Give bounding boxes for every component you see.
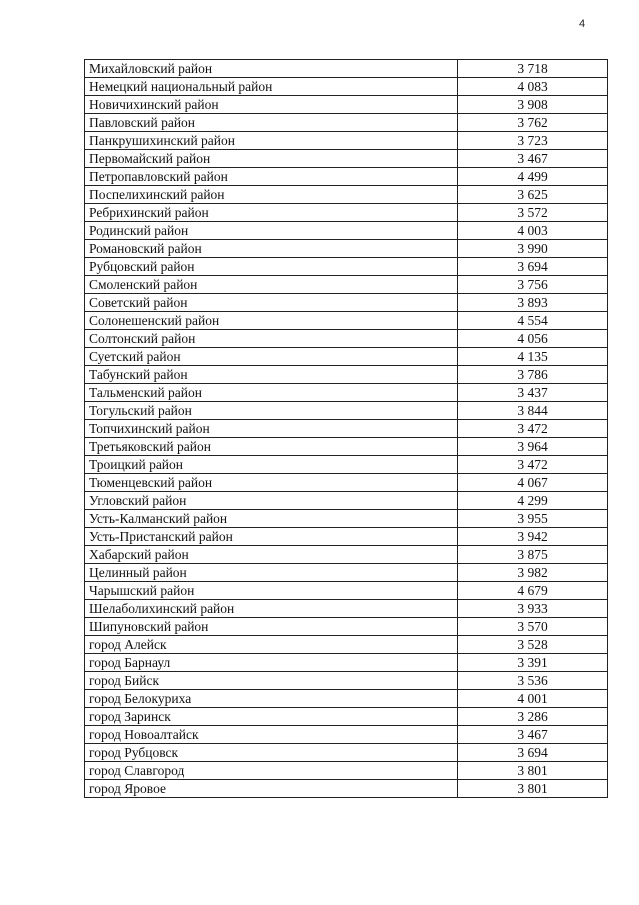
- table-row: [85, 654, 608, 672]
- value-cell: 3 694: [458, 744, 608, 762]
- table-row: [85, 186, 608, 204]
- table-row: [85, 330, 608, 348]
- district-name-cell: Третьяковский район: [85, 438, 458, 456]
- district-name-cell: город Заринск: [85, 708, 458, 726]
- district-name-cell: Чарышский район: [85, 582, 458, 600]
- value-cell: 3 875: [458, 546, 608, 564]
- table-row: [85, 510, 608, 528]
- table-row: [85, 618, 608, 636]
- table-row: [85, 600, 608, 618]
- value-cell: 4 067: [458, 474, 608, 492]
- value-cell: 3 786: [458, 366, 608, 384]
- district-name-cell: Целинный район: [85, 564, 458, 582]
- table-row: [85, 276, 608, 294]
- value-cell: 3 801: [458, 780, 608, 798]
- table-row: [85, 780, 608, 798]
- district-name-cell: Немецкий национальный район: [85, 78, 458, 96]
- table-row: [85, 114, 608, 132]
- table-row: [85, 726, 608, 744]
- table-row: [85, 96, 608, 114]
- value-cell: 3 437: [458, 384, 608, 402]
- value-cell: 3 933: [458, 600, 608, 618]
- district-name-cell: Тюменцевский район: [85, 474, 458, 492]
- table-row: [85, 528, 608, 546]
- district-name-cell: Шелаболихинский район: [85, 600, 458, 618]
- district-name-cell: город Рубцовск: [85, 744, 458, 762]
- table-row: [85, 492, 608, 510]
- district-name-cell: Троицкий район: [85, 456, 458, 474]
- table-row: [85, 636, 608, 654]
- value-cell: 3 908: [458, 96, 608, 114]
- table-body: [85, 60, 608, 798]
- value-cell: 3 762: [458, 114, 608, 132]
- value-cell: 3 391: [458, 654, 608, 672]
- district-name-cell: город Бийск: [85, 672, 458, 690]
- value-cell: 3 570: [458, 618, 608, 636]
- district-name-cell: Романовский район: [85, 240, 458, 258]
- district-name-cell: Суетский район: [85, 348, 458, 366]
- value-cell: 4 135: [458, 348, 608, 366]
- district-name-cell: Шипуновский район: [85, 618, 458, 636]
- value-cell: 3 964: [458, 438, 608, 456]
- table-row: [85, 150, 608, 168]
- district-name-cell: Усть-Калманский район: [85, 510, 458, 528]
- district-name-cell: Смоленский район: [85, 276, 458, 294]
- value-cell: 4 299: [458, 492, 608, 510]
- table-row: [85, 690, 608, 708]
- value-cell: 3 467: [458, 150, 608, 168]
- table-row: [85, 258, 608, 276]
- table-row: [85, 240, 608, 258]
- table-row: [85, 60, 608, 78]
- district-name-cell: Топчихинский район: [85, 420, 458, 438]
- district-name-cell: город Барнаул: [85, 654, 458, 672]
- table-row: [85, 384, 608, 402]
- value-cell: 3 286: [458, 708, 608, 726]
- district-name-cell: Угловский район: [85, 492, 458, 510]
- table-row: [85, 294, 608, 312]
- table-row: [85, 204, 608, 222]
- district-name-cell: Тогульский район: [85, 402, 458, 420]
- value-cell: 3 893: [458, 294, 608, 312]
- data-table: [84, 59, 608, 798]
- district-name-cell: Родинский район: [85, 222, 458, 240]
- table-row: [85, 546, 608, 564]
- table-row: [85, 456, 608, 474]
- table-row: [85, 474, 608, 492]
- table-row: [85, 672, 608, 690]
- district-name-cell: Рубцовский район: [85, 258, 458, 276]
- value-cell: 4 679: [458, 582, 608, 600]
- table-row: [85, 402, 608, 420]
- value-cell: 3 844: [458, 402, 608, 420]
- value-cell: 3 982: [458, 564, 608, 582]
- value-cell: 3 801: [458, 762, 608, 780]
- district-name-cell: город Новоалтайск: [85, 726, 458, 744]
- district-name-cell: Усть-Пристанский район: [85, 528, 458, 546]
- district-name-cell: Петропавловский район: [85, 168, 458, 186]
- table-row: [85, 348, 608, 366]
- value-cell: 3 990: [458, 240, 608, 258]
- district-name-cell: Табунский район: [85, 366, 458, 384]
- district-name-cell: город Яровое: [85, 780, 458, 798]
- table-row: [85, 438, 608, 456]
- district-name-cell: Советский район: [85, 294, 458, 312]
- value-cell: 3 694: [458, 258, 608, 276]
- page-number: 4: [579, 18, 586, 30]
- district-name-cell: город Белокуриха: [85, 690, 458, 708]
- table-row: [85, 366, 608, 384]
- table-row: [85, 222, 608, 240]
- district-name-cell: город Алейск: [85, 636, 458, 654]
- district-name-cell: Хабарский район: [85, 546, 458, 564]
- district-name-cell: Солтонский район: [85, 330, 458, 348]
- table-row: [85, 78, 608, 96]
- value-cell: 3 536: [458, 672, 608, 690]
- district-name-cell: Поспелихинский район: [85, 186, 458, 204]
- value-cell: 4 003: [458, 222, 608, 240]
- table-row: [85, 168, 608, 186]
- value-cell: 3 472: [458, 456, 608, 474]
- value-cell: 3 756: [458, 276, 608, 294]
- table-row: [85, 420, 608, 438]
- table-row: [85, 708, 608, 726]
- value-cell: 3 528: [458, 636, 608, 654]
- value-cell: 4 499: [458, 168, 608, 186]
- district-name-cell: Первомайский район: [85, 150, 458, 168]
- district-name-cell: Павловский район: [85, 114, 458, 132]
- value-cell: 4 001: [458, 690, 608, 708]
- value-cell: 3 467: [458, 726, 608, 744]
- table-row: [85, 132, 608, 150]
- value-cell: 3 572: [458, 204, 608, 222]
- value-cell: 3 942: [458, 528, 608, 546]
- value-cell: 4 083: [458, 78, 608, 96]
- district-name-cell: Михайловский район: [85, 60, 458, 78]
- district-name-cell: город Славгород: [85, 762, 458, 780]
- table-row: [85, 312, 608, 330]
- value-cell: 3 472: [458, 420, 608, 438]
- table-row: [85, 762, 608, 780]
- value-cell: 3 718: [458, 60, 608, 78]
- value-cell: 3 625: [458, 186, 608, 204]
- value-cell: 4 554: [458, 312, 608, 330]
- table-row: [85, 564, 608, 582]
- value-cell: 4 056: [458, 330, 608, 348]
- table-row: [85, 582, 608, 600]
- value-cell: 3 955: [458, 510, 608, 528]
- value-cell: 3 723: [458, 132, 608, 150]
- district-name-cell: Новичихинский район: [85, 96, 458, 114]
- district-name-cell: Панкрушихинский район: [85, 132, 458, 150]
- district-name-cell: Ребрихинский район: [85, 204, 458, 222]
- table-row: [85, 744, 608, 762]
- district-name-cell: Солонешенский район: [85, 312, 458, 330]
- district-name-cell: Тальменский район: [85, 384, 458, 402]
